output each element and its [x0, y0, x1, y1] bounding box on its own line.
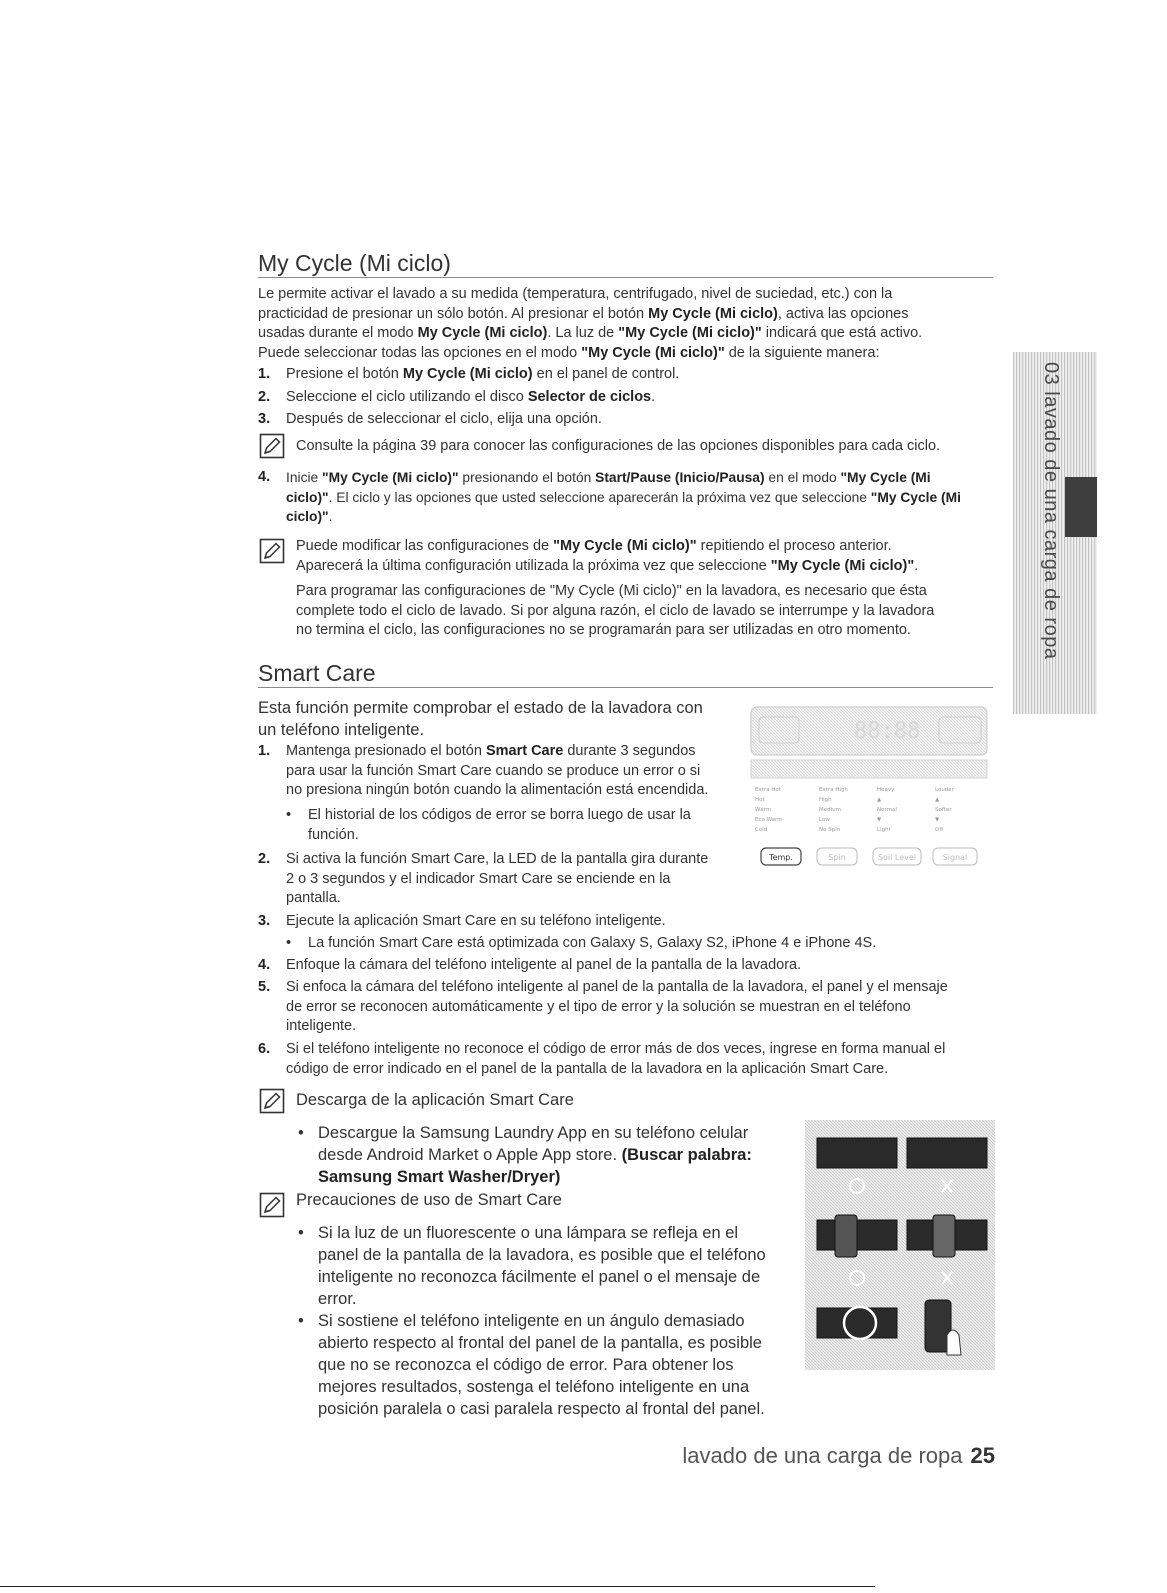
- signal-options: [935, 787, 955, 833]
- bullet-item: • La función Smart Care está optimizada con Galaxy S, Galaxy S2, iPhone 4 e iPhone 4S.: [286, 935, 877, 951]
- spin-options: [819, 787, 848, 833]
- svg-text:Extra Hot: Extra Hot: [755, 787, 781, 793]
- control-panel-illustration: [749, 705, 989, 875]
- smart-care-photos: [805, 1120, 995, 1370]
- note-pencil-icon: [259, 433, 285, 459]
- bullet-item: • Si la luz de un fluorescente o una lámpara se refleja en el panel de la pantalla de la lavadora, es posible que el teléfono inteligente no reconozca fácilmente el panel o el mensaje de error.: [298, 1224, 766, 1308]
- smart-care-step-1: 1. Mantenga presionado el botón Smart Care durante 3 segundos para usar la función Smart Care cuando se produce un error o si no presiona ningún botón cuando la alimentación está encendida.: [258, 743, 709, 798]
- intro-line: practicidad de presionar un sólo botón. Al presionar el botón My Cycle (Mi ciclo), activa las opciones: [258, 305, 909, 322]
- note-pencil-icon: [259, 538, 285, 564]
- svg-text:Hot: Hot: [755, 797, 765, 803]
- svg-text:Low: Low: [819, 817, 830, 823]
- intro-line: Puede seleccionar todas las opciones en el modo "My Cycle (Mi ciclo)" de la siguiente manera:: [258, 344, 880, 361]
- svg-text:▼: ▼: [935, 817, 940, 823]
- smart-care-step-2: 2. Si activa la función Smart Care, la LED de la pantalla gira durante 2 o 3 segundos y el indicador Smart Care se enciende en la pantalla.: [258, 851, 709, 906]
- smart-care-step-3: 3. Ejecute la aplicación Smart Care en su teléfono inteligente.: [258, 913, 666, 929]
- svg-text:▲: ▲: [935, 797, 940, 803]
- chapter-tab-label: 03 lavado de una carga de ropa: [1040, 362, 1062, 660]
- svg-text:Off: Off: [935, 827, 944, 833]
- svg-text:Signal: Signal: [942, 853, 968, 862]
- footer-chapter: lavado de una carga de ropa: [682, 1443, 963, 1468]
- bullet-item: • El historial de los códigos de error se borra luego de usar la función.: [286, 807, 691, 843]
- svg-text:Normal: Normal: [877, 807, 897, 813]
- smart-care-step-5: 5. Si enfoca la cámara del teléfono inteligente al panel de la pantalla de la lavadora, el panel y el mensaje de error se reconocen automáticamente y el tipo de error y la solución se muestran en el teléfono inteligente.: [258, 979, 948, 1034]
- note-3-text: Para programar las configuraciones de "My Cycle (Mi ciclo)" en la lavadora, es necesario que ésta complete todo el ciclo de lavado. Si por alguna razón, el ciclo de lavado se interrumpe y la lavadora no termina el ciclo, las configuraciones no se programarán para ser utilizadas en otro momento.: [296, 583, 935, 638]
- note-1-text: Consulte la página 39 para conocer las configuraciones de las opciones disponibles para cada ciclo.: [296, 438, 941, 454]
- note-pencil-icon: [259, 1192, 285, 1218]
- download-title: Descarga de la aplicación Smart Care: [296, 1091, 574, 1109]
- svg-text:Louder: Louder: [935, 787, 954, 793]
- page-footer: [682, 1443, 995, 1469]
- svg-text:Soil Level: Soil Level: [877, 853, 917, 862]
- section-rule: [258, 277, 993, 278]
- my-cycle-step-1: 1. Presione el botón My Cycle (Mi ciclo) en el panel de control.: [258, 366, 680, 382]
- intro-line: usadas durante el modo My Cycle (Mi ciclo). La luz de "My Cycle (Mi ciclo)" indicará que está activo.: [258, 325, 923, 341]
- my-cycle-title: My Cycle (Mi ciclo): [258, 250, 451, 276]
- intro-line: Le permite activar el lavado a su medida (temperatura, centrifugado, nivel de suciedad, etc.) con la: [258, 286, 893, 302]
- smart-care-title: Smart Care: [258, 660, 376, 686]
- page-number: 25: [970, 1443, 995, 1468]
- bullet-item: • Descargue la Samsung Laundry App en su teléfono celular desde Android Market o Apple App store. (Buscar palabra: Samsung Smart Washer/Dryer): [298, 1124, 752, 1186]
- smart-care-step-4: 4. Enfoque la cámara del teléfono inteligente al panel de la pantalla de la lavadora.: [258, 957, 802, 973]
- svg-text:Cold: Cold: [755, 827, 768, 833]
- svg-text:▲: ▲: [877, 797, 882, 803]
- svg-text:88:88: 88:88: [854, 719, 921, 744]
- section-rule: [258, 687, 993, 688]
- my-cycle-step-4: 4. Inicie "My Cycle (Mi ciclo)" presionando el botón Start/Pause (Inicio/Pausa) en el modo "My Cycle (Mi ciclo)". El ciclo y las opciones que usted seleccione aparecerán la próxima vez que seleccione "My Cycle (Mi ciclo)".: [258, 469, 961, 524]
- temp-options: [755, 787, 783, 833]
- bullet-item: • Si sostiene el teléfono inteligente en un ángulo demasiado abierto respecto al frontal del panel de la pantalla, es posible que no se reconozca el código de error. Para obtener los mejores resultados, sostenga el teléfono inteligente en una posición paralela o casi paralela respecto al frontal del panel.: [298, 1312, 765, 1418]
- bottom-rule: [0, 1586, 875, 1587]
- svg-text:Softer: Softer: [935, 807, 952, 813]
- svg-text:Eco Warm: Eco Warm: [755, 817, 783, 823]
- smart-care-step-6: 6. Si el teléfono inteligente no reconoce el código de error más de dos veces, ingrese en forma manual el código de error indicado en el panel de la pantalla de la lavadora en la aplicación Smart Care.: [258, 1041, 946, 1077]
- note-2-text: Puede modificar las configuraciones de "My Cycle (Mi ciclo)" repitiendo el proceso anterior. Aparecerá la última configuración utilizada la próxima vez que seleccione "My Cycle (Mi ciclo)".: [296, 538, 919, 574]
- svg-text:Temp.: Temp.: [769, 853, 793, 862]
- my-cycle-step-3: 3. Después de seleccionar el ciclo, elija una opción.: [258, 411, 602, 427]
- soil-options: [877, 787, 897, 833]
- svg-text:Heavy: Heavy: [877, 787, 895, 793]
- svg-text:Warm: Warm: [755, 807, 771, 813]
- svg-text:Extra High: Extra High: [819, 787, 848, 793]
- svg-text:High: High: [819, 797, 832, 803]
- my-cycle-intro: [258, 285, 993, 363]
- note-pencil-icon: [259, 1088, 285, 1114]
- my-cycle-step-2: 2. Seleccione el ciclo utilizando el disco Selector de ciclos.: [258, 389, 656, 405]
- caution-title: Precauciones de uso de Smart Care: [296, 1191, 562, 1209]
- svg-text:Medium: Medium: [819, 807, 841, 813]
- svg-text:Light: Light: [877, 827, 891, 833]
- svg-text:Spin: Spin: [828, 853, 846, 862]
- smart-care-intro: Esta función permite comprobar el estado de la lavadora con un teléfono inteligente.: [258, 699, 703, 739]
- svg-text:No Spin: No Spin: [819, 827, 841, 833]
- svg-text:▼: ▼: [877, 817, 882, 823]
